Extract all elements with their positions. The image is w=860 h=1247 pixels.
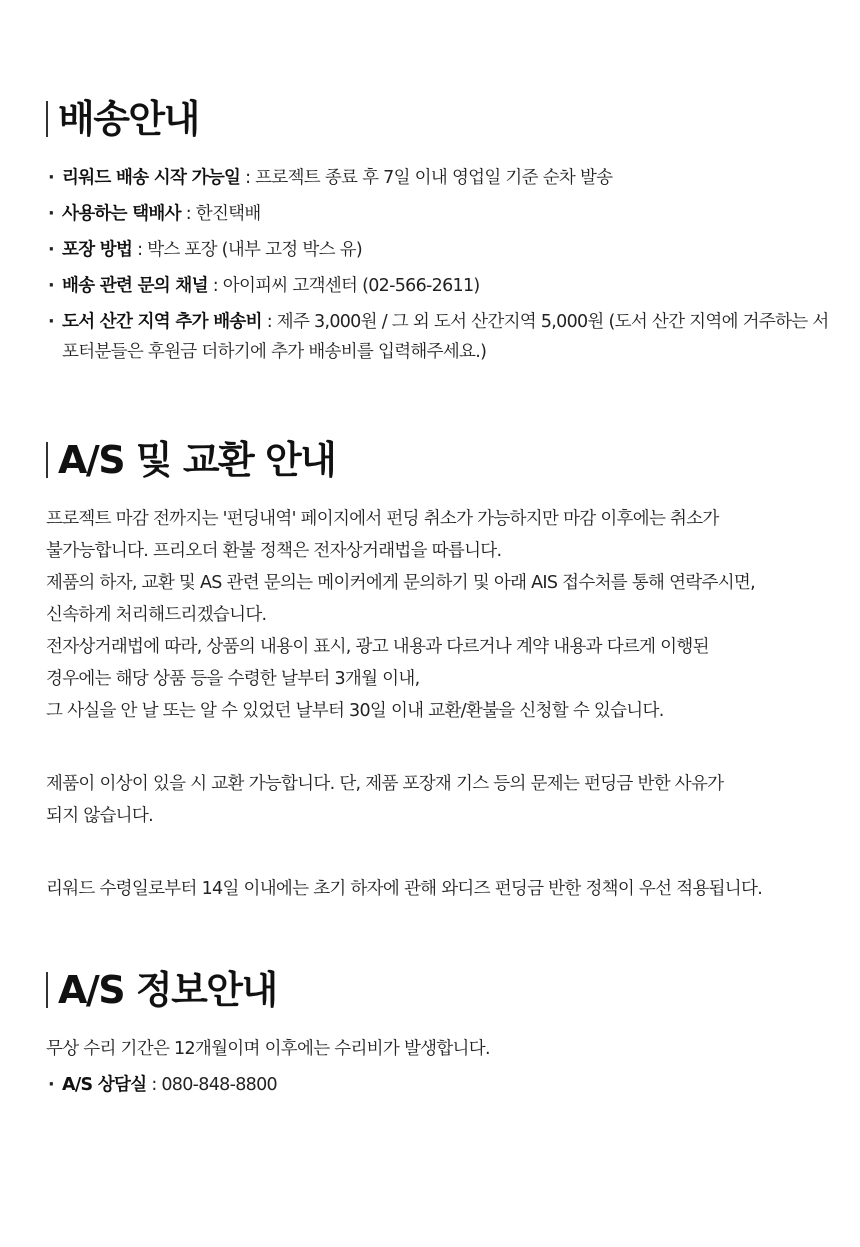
item-value: : 프로젝트 종료 후 7일 이내 영업일 기준 순차 발송 bbox=[240, 168, 613, 188]
bullet-dot-icon: · bbox=[48, 168, 54, 188]
refund-policy-paragraph bbox=[46, 873, 836, 905]
list-item-start-date bbox=[46, 163, 836, 193]
item-value: : 아이피씨 고객센터 (02-566-2611) bbox=[207, 276, 480, 296]
as-info-title-text: A/S 정보안내 bbox=[58, 968, 277, 1012]
warranty-text bbox=[46, 1033, 836, 1065]
item-label: 포장 방법 bbox=[62, 240, 133, 260]
as-contact-list bbox=[46, 1070, 836, 1106]
list-item-packaging bbox=[46, 235, 836, 265]
paragraph-line: 전자상거래법에 따라, 상품의 내용이 표시, 광고 내용과 다르거나 계약 내용과 다르게 이행된 bbox=[46, 637, 709, 657]
item-value: : 박스 포장 (내부 고정 박스 유) bbox=[132, 240, 362, 260]
paragraph-line: 프로젝트 마감 전까지는 '펀딩내역' 페이지에서 펀딩 취소가 가능하지만 마감 이후에는 취소가 bbox=[46, 509, 719, 529]
paragraph-line: 그 사실을 안 날 또는 알 수 있었던 날부터 30일 이내 교환/환불을 신청할 수 있습니다. bbox=[46, 701, 664, 721]
as-exchange-section-title bbox=[46, 438, 335, 482]
item-label: 리워드 배송 시작 가능일 bbox=[62, 168, 241, 188]
bullet-dot-icon: · bbox=[48, 204, 54, 224]
exchange-policy-paragraph bbox=[46, 503, 836, 727]
list-item-as-center bbox=[46, 1070, 836, 1100]
item-value: : 제주 3,000원 / 그 외 도서 산간지역 5,000원 (도서 산간 지역에 거주하는 서포터분들은 후원금 더하기에 추가 배송비를 입력해주세요.) bbox=[62, 312, 829, 362]
item-value: : 080-848-8800 bbox=[146, 1075, 277, 1095]
as-info-section-title bbox=[46, 968, 277, 1012]
item-value: : 한진택배 bbox=[180, 204, 261, 224]
as-exchange-title-text: A/S 및 교환 안내 bbox=[58, 438, 336, 482]
bullet-dot-icon: · bbox=[48, 312, 54, 332]
shipping-section-title bbox=[46, 97, 199, 141]
title-accent-bar bbox=[46, 101, 48, 137]
item-label: 사용하는 택배사 bbox=[62, 204, 181, 224]
shipping-info-list bbox=[46, 163, 836, 373]
paragraph-line: 리워드 수령일로부터 14일 이내에는 초기 하자에 관해 와디즈 펀딩금 반한 정책이 우선 적용됩니다. bbox=[46, 879, 763, 899]
list-item-extra-fee bbox=[46, 307, 836, 367]
item-label: A/S 상담실 bbox=[62, 1075, 147, 1095]
list-item-inquiry-channel bbox=[46, 271, 836, 301]
paragraph-line: 무상 수리 기간은 12개월이며 이후에는 수리비가 발생합니다. bbox=[46, 1039, 490, 1059]
paragraph-line: 불가능합니다. 프리오더 환불 정책은 전자상거래법을 따릅니다. bbox=[46, 541, 502, 561]
item-label: 배송 관련 문의 채널 bbox=[62, 276, 208, 296]
paragraph-line: 되지 않습니다. bbox=[46, 806, 153, 826]
item-label: 도서 산간 지역 추가 배송비 bbox=[62, 312, 262, 332]
paragraph-line: 경우에는 해당 상품 등을 수령한 날부터 3개월 이내, bbox=[46, 669, 420, 689]
title-accent-bar bbox=[46, 442, 48, 478]
paragraph-line: 신속하게 처리해드리겠습니다. bbox=[46, 605, 267, 625]
bullet-dot-icon: · bbox=[48, 276, 54, 296]
paragraph-line: 제품의 하자, 교환 및 AS 관련 문의는 메이커에게 문의하기 및 아래 AIS 접수처를 통해 연락주시면, bbox=[46, 573, 756, 593]
list-item-courier bbox=[46, 199, 836, 229]
shipping-title-text: 배송안내 bbox=[58, 97, 199, 141]
exchange-condition-paragraph bbox=[46, 768, 836, 832]
bullet-dot-icon: · bbox=[48, 1075, 54, 1095]
bullet-dot-icon: · bbox=[48, 240, 54, 260]
paragraph-line: 제품이 이상이 있을 시 교환 가능합니다. 단, 제품 포장재 기스 등의 문제는 펀딩금 반한 사유가 bbox=[46, 774, 724, 794]
title-accent-bar bbox=[46, 972, 48, 1008]
